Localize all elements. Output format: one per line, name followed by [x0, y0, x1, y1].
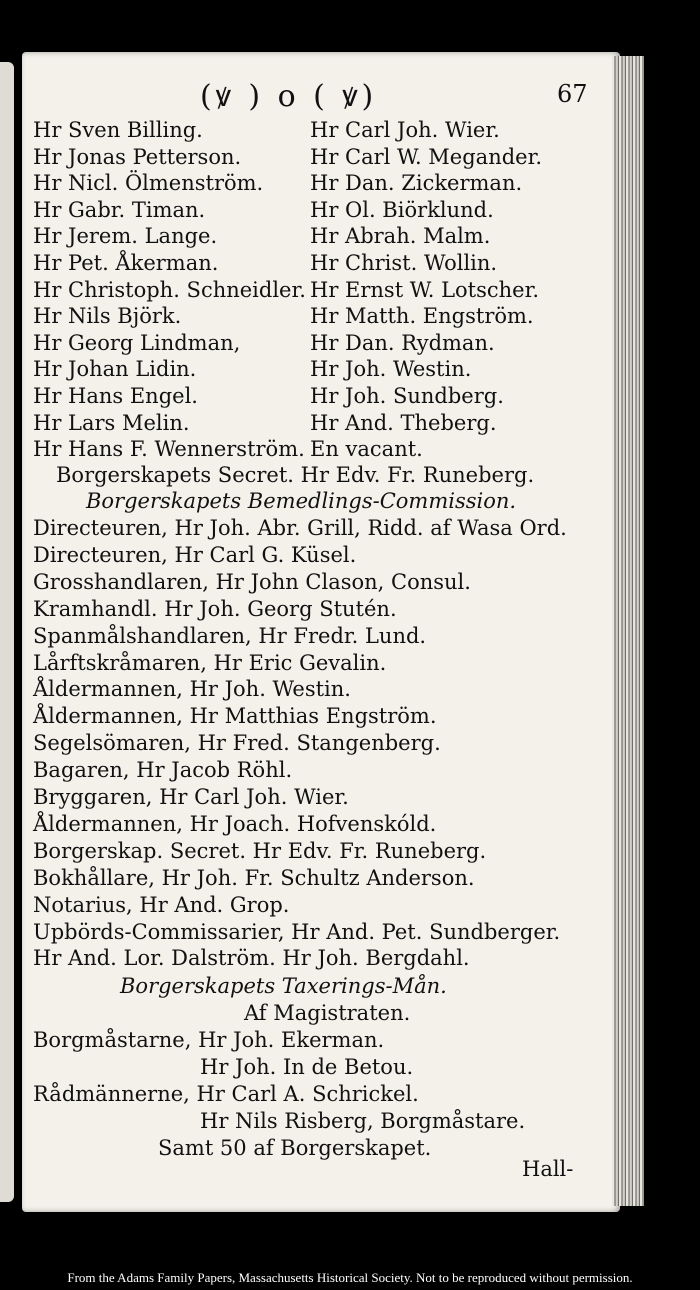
commission-entry: Directeuren, Hr Joh. Abr. Grill, Ridd. af Wasa Ord.: [33, 516, 567, 540]
page-number: 67: [557, 80, 588, 108]
member-entry-left: Hr Hans F. Wennerström.: [33, 437, 305, 462]
member-entry-right: Hr Dan. Rydman.: [310, 330, 495, 355]
previous-page-edge: [0, 62, 14, 1202]
samt-line: Samt 50 af Borgerskapet.: [158, 1136, 432, 1160]
commission-entry: Borgerskap. Secret. Hr Edv. Fr. Runeberg.: [33, 838, 487, 863]
member-entry-right: Hr Ernst W. Lotscher.: [310, 277, 540, 302]
member-entry-left: Hr Georg Lindman,: [33, 330, 241, 355]
member-entry-left: Hr Gabr. Timan.: [33, 197, 206, 222]
member-entry-left: Hr Nils Björk.: [33, 304, 182, 329]
radman-line-1: Rådmännerne, Hr Carl A. Schrickel.: [33, 1082, 419, 1106]
member-entry-right: Hr Matth. Engström.: [310, 304, 534, 329]
commission-entry: Lårftskråmaren, Hr Eric Gevalin.: [33, 650, 387, 675]
taxering-heading: Borgerskapets Taxerings-Mån.: [120, 974, 447, 998]
secretary-line: Borgerskapets Secret. Hr Edv. Fr. Runeberg.: [56, 463, 535, 487]
member-entry-left: Hr Pet. Åkerman.: [33, 251, 219, 275]
member-entry-right: Hr Ol. Biörklund.: [310, 197, 494, 222]
borgmastare-line-2: Hr Joh. In de Betou.: [200, 1055, 414, 1079]
footer-notice: From the Adams Family Papers, Massachusetts Historical Society. Not to be reproduced without permission.: [67, 1270, 633, 1285]
member-entry-left: Hr Jerem. Lange.: [33, 224, 218, 249]
commission-entry: Åldermannen, Hr Matthias Engström.: [33, 704, 437, 729]
catchword: Hall-: [522, 1157, 574, 1181]
member-entry-right: Hr Dan. Zickerman.: [310, 171, 523, 196]
commission-heading: Borgerskapets Bemedlings-Commission.: [86, 489, 517, 513]
member-entry-right: Hr Joh. Sundberg.: [310, 384, 504, 408]
commission-entry: Hr And. Lor. Dalström. Hr Joh. Bergdahl.: [33, 946, 470, 971]
member-entry-right: Hr Carl W. Megander.: [310, 144, 543, 169]
borgmastare-line-1: Borgmåstarne, Hr Joh. Ekerman.: [33, 1028, 385, 1052]
member-entry-right: Hr Christ. Wollin.: [310, 251, 498, 275]
member-entry-left: Hr Jonas Petterson.: [33, 144, 242, 169]
member-entry-left: Hr Nicl. Ölmenström.: [33, 171, 264, 196]
commission-entry: Segelsömaren, Hr Fred. Stangenberg.: [33, 731, 441, 756]
member-entry-left: Hr Christoph. Schneidler.: [33, 277, 306, 302]
commission-entry: Notarius, Hr And. Grop.: [33, 892, 290, 917]
commission-entry: Directeuren, Hr Carl G. Küsel.: [33, 542, 357, 567]
commission-entry: Bryggaren, Hr Carl Joh. Wier.: [33, 785, 349, 809]
commission-entry: Åldermannen, Hr Joh. Westin.: [33, 677, 351, 702]
member-entry-left: Hr Lars Melin.: [33, 410, 190, 435]
commission-entry: Spanmålshandlaren, Hr Fredr. Lund.: [33, 623, 427, 648]
af-magistraten: Af Magistraten.: [244, 1001, 411, 1025]
member-entry-right: Hr And. Theberg.: [310, 410, 497, 435]
member-entry-left: Hr Johan Lidin.: [33, 357, 197, 382]
commission-entry: Upbörds-Commissarier, Hr And. Pet. Sundberger.: [33, 919, 561, 944]
commission-entry: Bagaren, Hr Jacob Röhl.: [33, 758, 293, 783]
commission-entry: Grosshandlaren, Hr John Clason, Consul.: [33, 569, 471, 594]
page-header-ornament: (ꝟ ) o ( ꝟ): [200, 79, 378, 114]
member-entry-right: Hr Joh. Westin.: [310, 357, 472, 382]
member-entry-left: Hr Sven Billing.: [33, 118, 203, 142]
commission-entry: Kramhandl. Hr Joh. Georg Stutén.: [33, 596, 397, 621]
page-fore-edge: [612, 56, 644, 1206]
member-entry-right: En vacant.: [310, 437, 423, 462]
member-entry-right: Hr Carl Joh. Wier.: [310, 118, 500, 142]
member-entry-right: Hr Abrah. Malm.: [310, 224, 491, 249]
commission-entry: Bokhållare, Hr Joh. Fr. Schultz Anderson.: [33, 865, 475, 890]
member-entry-left: Hr Hans Engel.: [33, 384, 198, 408]
commission-entry: Åldermannen, Hr Joach. Hofvenskóld.: [33, 811, 437, 836]
radman-line-2: Hr Nils Risberg, Borgmåstare.: [200, 1109, 526, 1133]
